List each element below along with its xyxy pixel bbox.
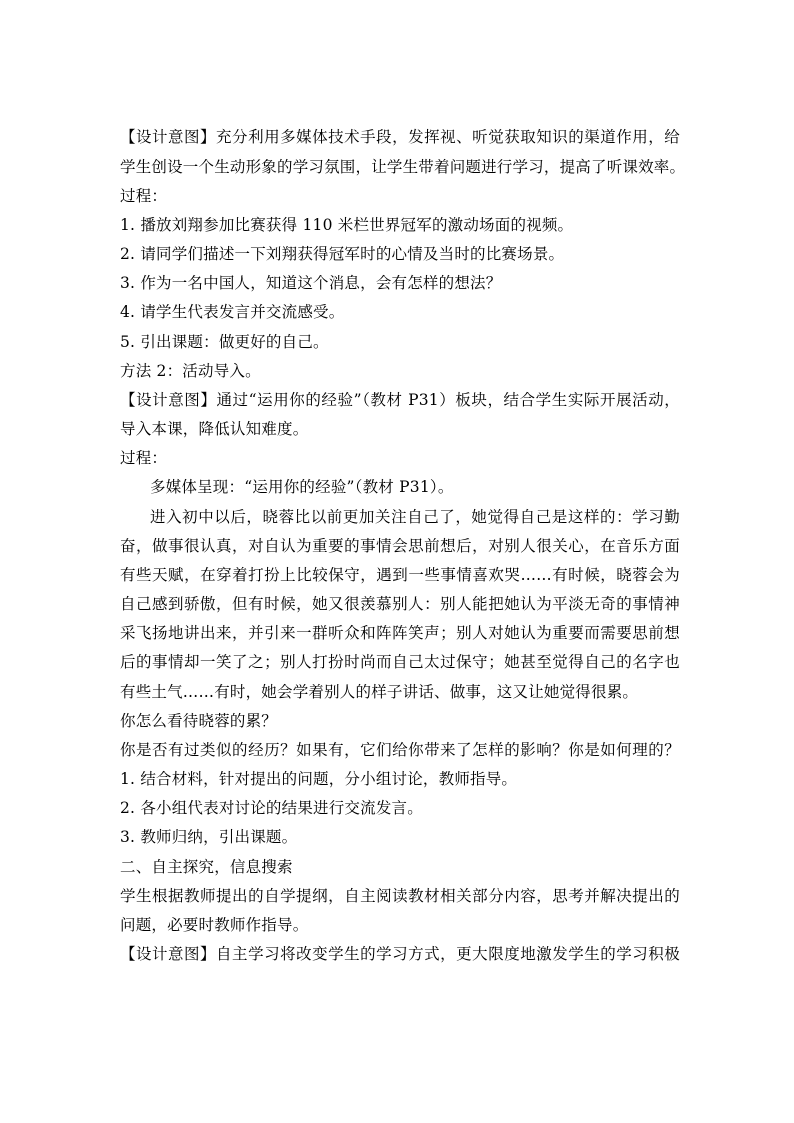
question-1: 你怎么看待晓蓉的累？ (120, 712, 278, 730)
case-paragraph-line-6: 后的事情却一笑了之；别人打扮时尚而自己太过保守；她甚至觉得自己的名字也 (120, 653, 680, 671)
case-paragraph-line-2: 奋，做事很认真，对自认为重要的事情会思前想后，对别人很关心，在音乐方面 (120, 537, 680, 555)
activity-step-1: 1. 结合材料，针对提出的问题，分小组讨论，教师指导。 (120, 770, 518, 788)
design-intent-line-2: 学生创设一个生动形象的学习氛围，让学生带着问题进行学习，提高了听课效率。 (120, 158, 686, 176)
multimedia-presentation: 多媒体呈现：“运用你的经验”（教材 P31）。 (150, 478, 454, 496)
self-study-line-2: 问题，必要时教师作指导。 (120, 916, 309, 934)
design-intent-3-line-1: 【设计意图】自主学习将改变学生的学习方式，更大限度地激发学生的学习积极 (120, 945, 680, 963)
section-2-heading: 二、自主探究，信息搜索 (120, 858, 293, 876)
step-5: 5. 引出课题：做更好的自己。 (120, 333, 329, 351)
question-2: 你是否有过类似的经历？如果有，它们给你带来了怎样的影响？你是如何理的？ (120, 741, 680, 759)
case-paragraph-line-5: 采飞扬地讲出来，并引来一群听众和阵阵笑声；别人对她认为重要而需要思前想 (120, 624, 680, 642)
activity-step-2: 2. 各小组代表对讨论的结果进行交流发言。 (120, 799, 423, 817)
method-2-heading: 方法 2：活动导入。 (120, 362, 261, 380)
case-paragraph-line-7: 有些土气……有时，她会学着别人的样子讲话、做事，这又让她觉得很累。 (120, 683, 639, 701)
design-intent-line-1: 【设计意图】充分利用多媒体技术手段，发挥视、听觉获取知识的渠道作用，给 (120, 128, 680, 146)
process-heading-2: 过程： (120, 449, 168, 467)
case-paragraph-line-1: 进入初中以后，晓蓉比以前更加关注自己了，她觉得自己是这样的：学习勤 (150, 508, 680, 526)
step-4: 4. 请学生代表发言并交流感受。 (120, 303, 345, 321)
step-1: 1. 播放刘翔参加比赛获得 110 米栏世界冠军的激动场面的视频。 (120, 216, 574, 234)
design-intent-2-line-1: 【设计意图】通过“运用你的经验”（教材 P31）板块，结合学生实际开展活动， (120, 391, 680, 409)
process-heading: 过程： (120, 187, 168, 205)
activity-step-3: 3. 教师归纳，引出课题。 (120, 828, 298, 846)
step-2: 2. 请同学们描述一下刘翔获得冠军时的心情及当时的比赛场景。 (120, 245, 565, 263)
self-study-line-1: 学生根据教师提出的自学提纲，自主阅读教材相关部分内容，思考并解决提出的 (120, 887, 680, 905)
case-paragraph-line-4: 自己感到骄傲，但有时候，她又很羡慕别人：别人能把她认为平淡无奇的事情神 (120, 595, 680, 613)
step-3: 3. 作为一名中国人，知道这个消息，会有怎样的想法？ (120, 274, 502, 292)
design-intent-2-line-2: 导入本课，降低认知难度。 (120, 420, 309, 438)
case-paragraph-line-3: 有些天赋，在穿着打扮上比较保守，遇到一些事情喜欢哭……有时候，晓蓉会为 (120, 566, 680, 584)
